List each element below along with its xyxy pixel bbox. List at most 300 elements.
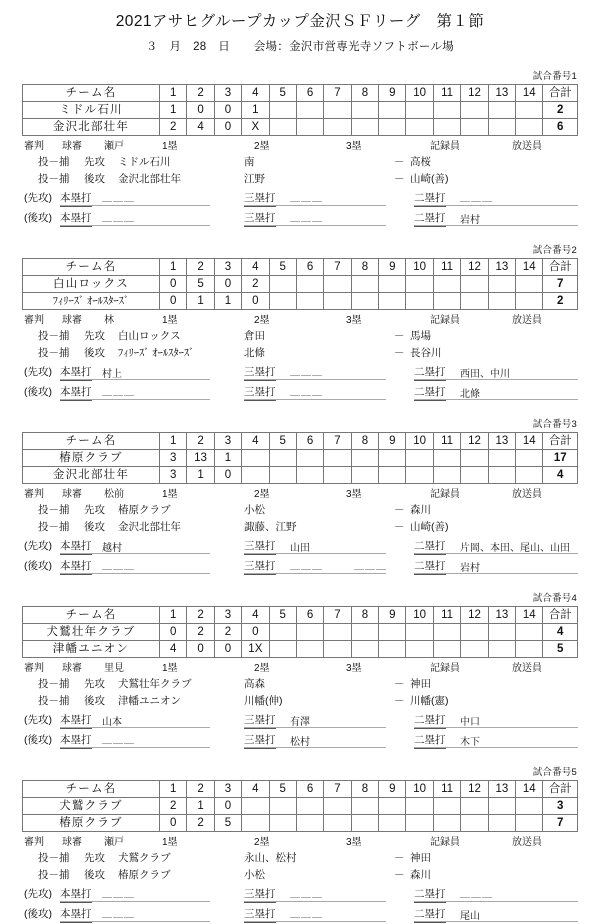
inning-cell-1: 0: [159, 293, 186, 310]
triple-field-home: [244, 904, 386, 922]
total-runs-cell: 5: [543, 641, 578, 658]
triple-label: 三塁打: [244, 558, 276, 575]
battery-label: 投－捕: [38, 173, 70, 185]
inning-header-2: 2: [187, 85, 214, 102]
score-row-home: [23, 641, 578, 658]
total-runs-cell: 17: [543, 450, 578, 467]
inning-cell-5: [269, 119, 296, 136]
plate-umpire-name: 瀬戸: [104, 141, 124, 152]
inning-cell-10: [406, 119, 433, 136]
catcher-name: 山崎(善): [410, 521, 449, 533]
inning-cell-11: [433, 450, 460, 467]
double-value: 西田、中川: [460, 369, 510, 380]
inning-header-11: 11: [433, 607, 460, 624]
inning-cell-10: [406, 815, 433, 832]
team-name-cell: 金沢北部壮年: [23, 119, 160, 136]
triple-value: ＿＿＿: [290, 561, 323, 572]
bat-order-label: 先攻: [84, 156, 105, 168]
inning-cell-5: [269, 293, 296, 310]
battery-dash: －: [394, 521, 405, 533]
battery-team-name: 犬鷲クラブ: [118, 852, 171, 864]
inning-cell-4: 0: [242, 624, 269, 641]
catcher-name: 森川: [410, 504, 431, 516]
inning-header-11: 11: [433, 781, 460, 798]
triple-label: 三塁打: [244, 538, 276, 555]
inning-header-13: 13: [488, 259, 515, 276]
inning-cell-14: [516, 102, 543, 119]
double-field-away: [414, 536, 578, 554]
inning-header-7: 7: [324, 781, 351, 798]
battery-dash: －: [394, 330, 405, 342]
inning-cell-5: [269, 467, 296, 484]
battery-line-home: [22, 867, 578, 884]
total-header: 合計: [543, 259, 578, 276]
team-name-cell: ﾌｨﾘｰｽﾞ ｵｰﾙｽﾀｰｽﾞ: [23, 293, 160, 310]
inning-header-8: 8: [351, 781, 378, 798]
inning-cell-13: [488, 624, 515, 641]
inning-header-5: 5: [269, 607, 296, 624]
base1-label: 1塁: [162, 315, 178, 326]
team-name-cell: 犬鷲壮年クラブ: [23, 624, 160, 641]
inning-header-10: 10: [406, 781, 433, 798]
homerun-field-away: [60, 188, 210, 206]
bat-order-label: 先攻: [84, 678, 105, 690]
inning-cell-10: [406, 102, 433, 119]
team-name-header: チーム名: [23, 259, 160, 276]
inning-cell-2: 1: [187, 798, 214, 815]
officials-line: [22, 833, 578, 850]
umpire-label: 審判: [24, 141, 44, 152]
inning-header-4: 4: [242, 85, 269, 102]
battery-line-away: [22, 850, 578, 867]
game-number-label: 試合番号3: [532, 419, 577, 430]
homerun-label: 本塁打: [60, 906, 92, 923]
inning-cell-10: [406, 467, 433, 484]
inning-header-4: 4: [242, 781, 269, 798]
announcer-label: 放送員: [512, 663, 542, 674]
umpire-label: 審判: [24, 663, 44, 674]
inning-cell-13: [488, 467, 515, 484]
inning-header-4: 4: [242, 607, 269, 624]
inning-cell-6: [296, 798, 323, 815]
triple-value: ＿＿＿: [290, 367, 323, 378]
homerun-field-home: [60, 730, 210, 748]
inning-cell-8: [351, 798, 378, 815]
hit-order-label: (後攻): [24, 734, 52, 746]
battery-line-home: [22, 519, 578, 536]
officials-line: [22, 659, 578, 676]
base3-label: 3塁: [346, 315, 362, 326]
plate-umpire-label: 球審: [62, 837, 82, 848]
inning-cell-13: [488, 815, 515, 832]
score-row-away: [23, 276, 578, 293]
inning-cell-10: [406, 450, 433, 467]
double-field-home: [414, 382, 578, 400]
inning-header-7: 7: [324, 259, 351, 276]
triple-field-home: [244, 556, 386, 574]
inning-header-10: 10: [406, 433, 433, 450]
hit-order-label: (先攻): [24, 366, 52, 378]
homerun-label: 本塁打: [60, 384, 92, 401]
base3-label: 3塁: [346, 837, 362, 848]
inning-header-10: 10: [406, 85, 433, 102]
inning-cell-8: [351, 119, 378, 136]
scorer-label: 記録員: [430, 663, 460, 674]
inning-header-13: 13: [488, 85, 515, 102]
inning-cell-3: 0: [214, 119, 241, 136]
plate-umpire-name: 里見: [104, 663, 124, 674]
homerun-value: 山本: [102, 717, 122, 728]
team-name-cell: 椿原クラブ: [23, 450, 160, 467]
inning-header-10: 10: [406, 607, 433, 624]
triple-value: 有澤: [290, 717, 310, 728]
inning-cell-8: [351, 467, 378, 484]
bat-order-label: 後攻: [84, 521, 105, 533]
document-title: 2021アサヒグループカップ金沢ＳＦリーグ 第１節: [115, 13, 485, 30]
triple-label: 三塁打: [244, 384, 276, 401]
hit-line-home: [22, 382, 578, 402]
triple-field-away: [244, 188, 386, 206]
hit-order-label: (後攻): [24, 212, 52, 224]
double-value: ＿＿＿: [460, 889, 493, 900]
homerun-label: 本塁打: [60, 886, 92, 903]
inning-header-3: 3: [214, 433, 241, 450]
double-label: 二塁打: [414, 190, 446, 207]
battery-dash: －: [394, 504, 405, 516]
triple-value: 松村: [290, 737, 310, 748]
base2-label: 2塁: [254, 489, 270, 500]
inning-header-4: 4: [242, 433, 269, 450]
homerun-value: ＿＿＿: [102, 909, 135, 920]
inning-cell-6: [296, 467, 323, 484]
battery-dash: －: [394, 678, 405, 690]
base1-label: 1塁: [162, 141, 178, 152]
battery-line-away: [22, 154, 578, 171]
inning-cell-4: X: [242, 119, 269, 136]
inning-cell-9: [379, 450, 406, 467]
inning-cell-11: [433, 624, 460, 641]
hit-line-away: [22, 362, 578, 382]
pitcher-name: 高森: [244, 678, 265, 690]
inning-cell-1: 0: [159, 815, 186, 832]
inning-cell-5: [269, 450, 296, 467]
inning-header-9: 9: [379, 781, 406, 798]
inning-header-13: 13: [488, 607, 515, 624]
double-label: 二塁打: [414, 712, 446, 729]
score-header-row: [23, 433, 578, 450]
total-runs-cell: 2: [543, 293, 578, 310]
battery-label: 投－捕: [38, 347, 70, 359]
inning-header-7: 7: [324, 607, 351, 624]
inning-header-1: 1: [159, 781, 186, 798]
inning-cell-12: [461, 815, 488, 832]
homerun-field-home: [60, 556, 210, 574]
plate-umpire-label: 球審: [62, 141, 82, 152]
inning-header-8: 8: [351, 433, 378, 450]
hit-line-away: [22, 884, 578, 904]
total-runs-cell: 7: [543, 276, 578, 293]
inning-header-8: 8: [351, 607, 378, 624]
bat-order-label: 先攻: [84, 330, 105, 342]
homerun-value: ＿＿＿: [102, 889, 135, 900]
hit-order-label: (先攻): [24, 540, 52, 552]
total-runs-cell: 4: [543, 624, 578, 641]
battery-team-name: 白山ロックス: [118, 330, 181, 342]
inning-header-1: 1: [159, 259, 186, 276]
inning-cell-8: [351, 450, 378, 467]
announcer-label: 放送員: [512, 489, 542, 500]
inning-cell-2: 1: [187, 293, 214, 310]
base3-label: 3塁: [346, 489, 362, 500]
hit-line-home: [22, 730, 578, 750]
inning-cell-7: [324, 467, 351, 484]
homerun-value: ＿＿＿: [102, 213, 135, 224]
inning-header-12: 12: [461, 781, 488, 798]
battery-team-name: 金沢北部壮年: [118, 521, 181, 533]
document-subtitle: ３ 月 28 日 会場：金沢市営専光寺ソフトボール場: [145, 41, 455, 53]
total-runs-cell: 4: [543, 467, 578, 484]
team-name-cell: 金沢北部壮年: [23, 467, 160, 484]
homerun-label: 本塁打: [60, 538, 92, 555]
homerun-value: 村上: [102, 369, 122, 380]
homerun-field-away: [60, 536, 210, 554]
inning-cell-9: [379, 624, 406, 641]
inning-cell-5: [269, 102, 296, 119]
inning-header-12: 12: [461, 259, 488, 276]
score-row-away: [23, 102, 578, 119]
inning-header-5: 5: [269, 433, 296, 450]
triple-value: ＿＿＿: [290, 387, 323, 398]
inning-cell-2: 5: [187, 276, 214, 293]
inning-cell-7: [324, 119, 351, 136]
inning-cell-1: 0: [159, 624, 186, 641]
inning-cell-14: [516, 815, 543, 832]
hit-order-label: (先攻): [24, 714, 52, 726]
inning-header-2: 2: [187, 259, 214, 276]
inning-cell-9: [379, 798, 406, 815]
score-header-row: [23, 607, 578, 624]
pitcher-name: 川幡(伸): [244, 695, 283, 707]
game-number-label: 試合番号5: [532, 767, 577, 778]
double-label: 二塁打: [414, 886, 446, 903]
score-row-home: [23, 119, 578, 136]
total-header: 合計: [543, 85, 578, 102]
base1-label: 1塁: [162, 489, 178, 500]
triple-label: 三塁打: [244, 886, 276, 903]
battery-label: 投－捕: [38, 695, 70, 707]
inning-header-13: 13: [488, 781, 515, 798]
score-row-away: [23, 798, 578, 815]
double-label: 二塁打: [414, 906, 446, 923]
pitcher-name: 北條: [244, 347, 265, 359]
plate-umpire-label: 球審: [62, 663, 82, 674]
inning-cell-2: 2: [187, 815, 214, 832]
inning-cell-3: 0: [214, 102, 241, 119]
hit-line-home: [22, 904, 578, 924]
base2-label: 2塁: [254, 837, 270, 848]
inning-cell-1: 4: [159, 641, 186, 658]
battery-label: 投－捕: [38, 156, 70, 168]
scorer-label: 記録員: [430, 315, 460, 326]
score-table: [22, 432, 578, 484]
inning-cell-12: [461, 467, 488, 484]
inning-cell-7: [324, 624, 351, 641]
bat-order-label: 先攻: [84, 504, 105, 516]
game-block-5: [22, 750, 578, 924]
triple-label: 三塁打: [244, 906, 276, 923]
bat-order-label: 後攻: [84, 347, 105, 359]
inning-cell-11: [433, 815, 460, 832]
game-block-4: [22, 576, 578, 750]
inning-header-6: 6: [296, 85, 323, 102]
score-row-home: [23, 293, 578, 310]
inning-cell-2: 1: [187, 467, 214, 484]
score-table: [22, 84, 578, 136]
total-runs-cell: 6: [543, 119, 578, 136]
battery-line-away: [22, 676, 578, 693]
inning-cell-2: 13: [187, 450, 214, 467]
battery-label: 投－捕: [38, 678, 70, 690]
inning-header-7: 7: [324, 433, 351, 450]
inning-cell-8: [351, 293, 378, 310]
inning-header-1: 1: [159, 433, 186, 450]
inning-header-2: 2: [187, 607, 214, 624]
inning-cell-8: [351, 102, 378, 119]
base2-label: 2塁: [254, 141, 270, 152]
inning-cell-9: [379, 293, 406, 310]
catcher-name: 神田: [410, 678, 431, 690]
inning-header-6: 6: [296, 433, 323, 450]
inning-header-12: 12: [461, 433, 488, 450]
double-value: ＿＿＿: [460, 193, 493, 204]
base3-label: 3塁: [346, 663, 362, 674]
base2-label: 2塁: [254, 663, 270, 674]
inning-cell-9: [379, 119, 406, 136]
bat-order-label: 後攻: [84, 173, 105, 185]
inning-cell-13: [488, 293, 515, 310]
scorer-label: 記録員: [430, 837, 460, 848]
inning-cell-3: 0: [214, 467, 241, 484]
score-header-row: [23, 85, 578, 102]
inning-header-11: 11: [433, 259, 460, 276]
homerun-value: ＿＿＿: [102, 561, 135, 572]
inning-cell-5: [269, 815, 296, 832]
inning-cell-1: 3: [159, 450, 186, 467]
inning-cell-1: 3: [159, 467, 186, 484]
inning-header-9: 9: [379, 607, 406, 624]
inning-header-1: 1: [159, 607, 186, 624]
inning-cell-5: [269, 641, 296, 658]
inning-header-9: 9: [379, 433, 406, 450]
double-field-home: [414, 208, 578, 226]
homerun-field-away: [60, 884, 210, 902]
inning-header-11: 11: [433, 433, 460, 450]
score-table: [22, 606, 578, 658]
inning-cell-12: [461, 119, 488, 136]
inning-cell-5: [269, 798, 296, 815]
pitcher-name: 小松: [244, 869, 265, 881]
score-row-away: [23, 450, 578, 467]
inning-cell-3: 0: [214, 798, 241, 815]
inning-cell-4: [242, 798, 269, 815]
hit-order-label: (後攻): [24, 560, 52, 572]
inning-header-5: 5: [269, 259, 296, 276]
triple-label: 三塁打: [244, 712, 276, 729]
team-name-cell: 犬鷲クラブ: [23, 798, 160, 815]
inning-cell-3: 1: [214, 293, 241, 310]
inning-cell-7: [324, 815, 351, 832]
battery-dash: －: [394, 156, 405, 168]
inning-cell-8: [351, 624, 378, 641]
hit-line-away: [22, 536, 578, 556]
officials-line: [22, 485, 578, 502]
team-name-header: チーム名: [23, 433, 160, 450]
battery-dash: －: [394, 173, 405, 185]
inning-cell-13: [488, 276, 515, 293]
umpire-label: 審判: [24, 315, 44, 326]
hit-order-label: (後攻): [24, 386, 52, 398]
homerun-value: ＿＿＿: [102, 387, 135, 398]
inning-cell-4: 1: [242, 102, 269, 119]
battery-line-home: [22, 171, 578, 188]
base2-label: 2塁: [254, 315, 270, 326]
officials-line: [22, 137, 578, 154]
inning-header-14: 14: [516, 607, 543, 624]
homerun-field-away: [60, 362, 210, 380]
inning-cell-7: [324, 641, 351, 658]
double-value: 尾山: [460, 911, 480, 922]
announcer-label: 放送員: [512, 837, 542, 848]
homerun-label: 本塁打: [60, 190, 92, 207]
inning-cell-7: [324, 798, 351, 815]
inning-header-3: 3: [214, 781, 241, 798]
inning-cell-9: [379, 467, 406, 484]
hit-line-home: [22, 208, 578, 228]
inning-header-5: 5: [269, 85, 296, 102]
pitcher-name: 小松: [244, 504, 265, 516]
inning-cell-11: [433, 276, 460, 293]
plate-umpire-name: 松前: [104, 489, 124, 500]
inning-header-1: 1: [159, 85, 186, 102]
inning-cell-2: 4: [187, 119, 214, 136]
triple-value: ＿＿＿: [290, 193, 323, 204]
battery-dash: －: [394, 869, 405, 881]
inning-header-4: 4: [242, 259, 269, 276]
inning-header-10: 10: [406, 259, 433, 276]
announcer-label: 放送員: [512, 141, 542, 152]
homerun-label: 本塁打: [60, 712, 92, 729]
triple-value-2: ＿＿＿: [354, 561, 387, 572]
inning-header-14: 14: [516, 259, 543, 276]
officials-line: [22, 311, 578, 328]
bat-order-label: 後攻: [84, 869, 105, 881]
homerun-value: 越村: [102, 543, 122, 554]
plate-umpire-label: 球審: [62, 489, 82, 500]
catcher-name: 川幡(憲): [410, 695, 449, 707]
inning-cell-4: [242, 467, 269, 484]
score-table: [22, 780, 578, 832]
inning-cell-14: [516, 119, 543, 136]
inning-cell-10: [406, 624, 433, 641]
battery-team-name: 犬鷲壮年クラブ: [118, 678, 192, 690]
inning-cell-10: [406, 293, 433, 310]
inning-cell-12: [461, 798, 488, 815]
inning-cell-5: [269, 624, 296, 641]
catcher-name: 神田: [410, 852, 431, 864]
inning-header-12: 12: [461, 85, 488, 102]
bat-order-label: 後攻: [84, 695, 105, 707]
team-name-header: チーム名: [23, 607, 160, 624]
